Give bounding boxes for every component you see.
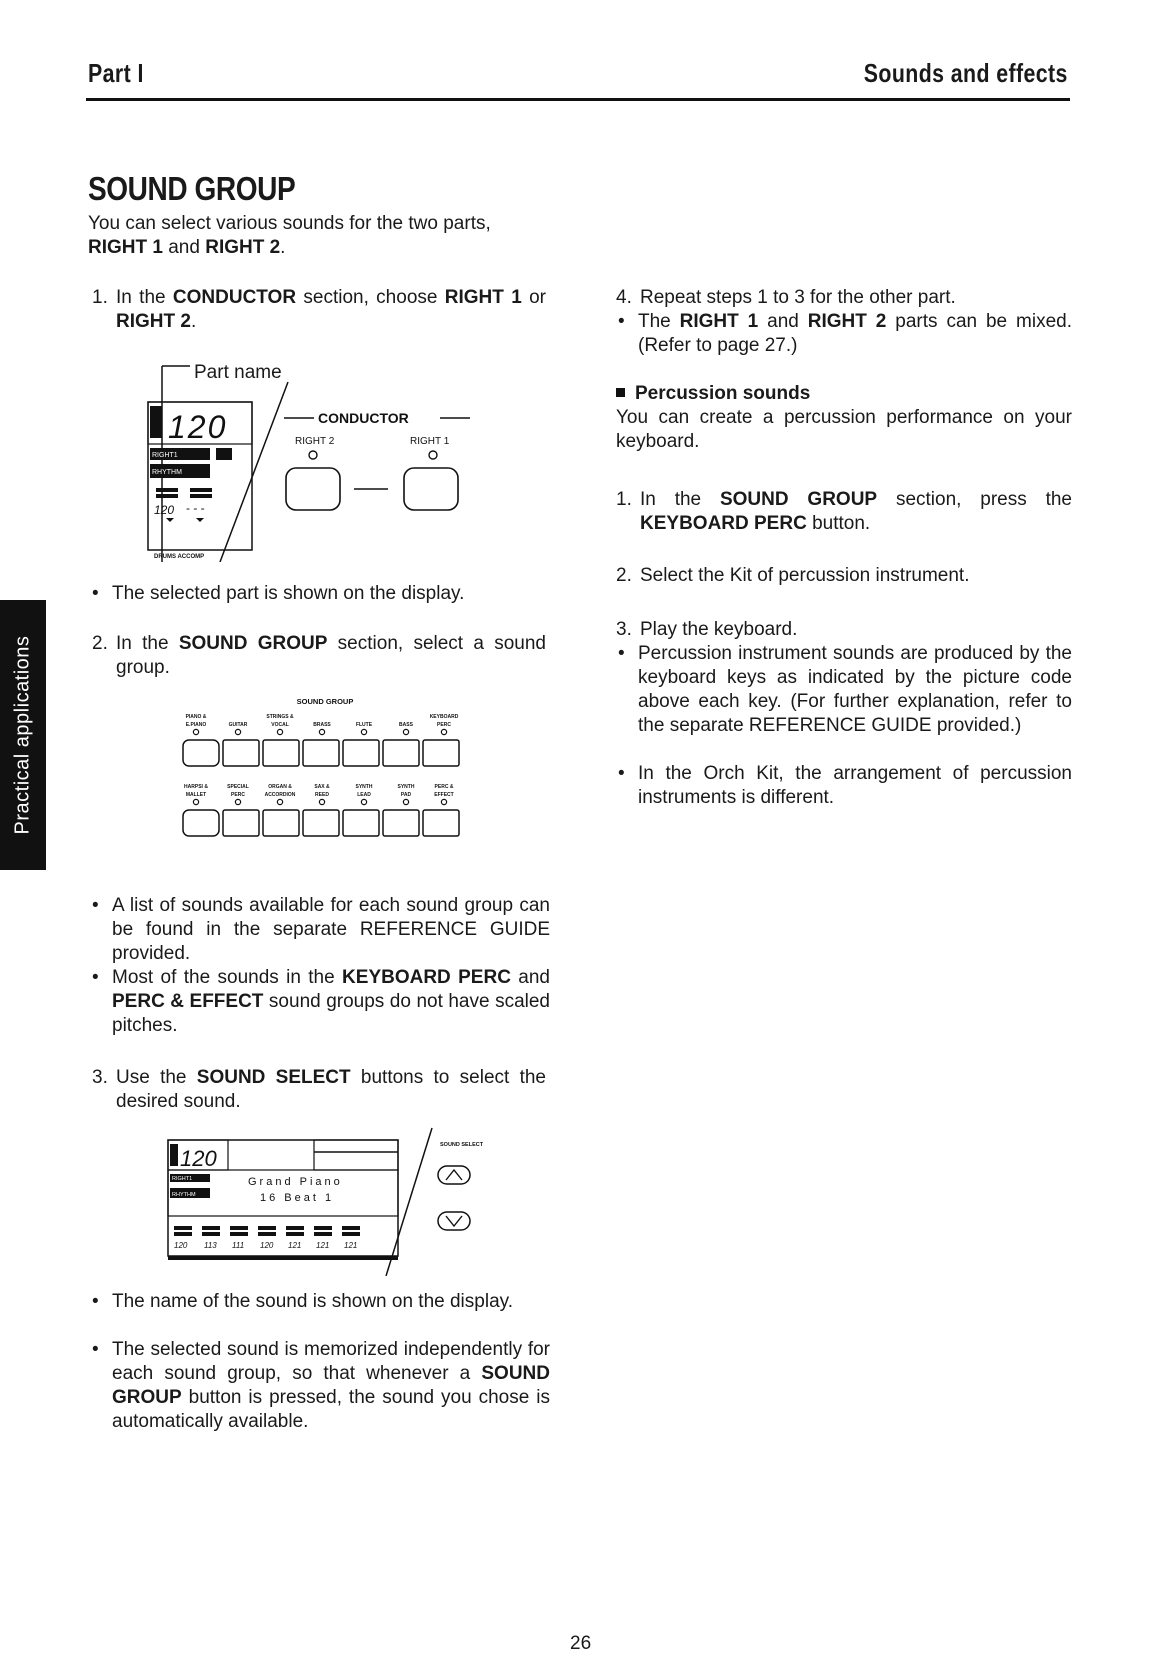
step-3: 3. Use the SOUND SELECT buttons to select the desired sound. — [92, 1067, 546, 1112]
bullet-reference-guide: • A list of sounds available for each sound group can be found in the separate REFERENCE GUIDE provided. — [90, 894, 550, 966]
svg-text:PIANO &: PIANO & — [185, 714, 207, 720]
perc-step-3: 3. Play the keyboard. — [616, 619, 798, 640]
svg-text:SYNTH: SYNTH — [355, 784, 373, 790]
sound-select-figure — [164, 1126, 504, 1276]
bullet-scaled-pitches: • Most of the sounds in the KEYBOARD PERC and PERC & EFFECT sound groups do not have scaled pitches. — [90, 966, 550, 1038]
sg-button-synth-lead[interactable] — [343, 810, 379, 836]
header-part: Part I — [88, 58, 144, 88]
square-bullet-icon — [616, 388, 625, 397]
sg-button-flute[interactable] — [343, 740, 379, 766]
conductor-label: CONDUCTOR — [318, 410, 409, 426]
bullet-sound-name: • The name of the sound is shown on the display. — [90, 1290, 550, 1314]
svg-text:REED: REED — [315, 792, 329, 798]
svg-text:RIGHT1: RIGHT1 — [172, 1176, 193, 1182]
page-title: SOUND GROUP — [88, 170, 296, 207]
svg-text:120: 120 — [174, 1241, 188, 1250]
sg-button-brass[interactable] — [303, 740, 339, 766]
sg-button-strings[interactable] — [263, 740, 299, 766]
svg-text:SOUND SELECT: SOUND SELECT — [440, 1142, 484, 1148]
svg-text:EFFECT: EFFECT — [434, 792, 454, 798]
sg-button-sax[interactable] — [303, 810, 339, 836]
step-2: 2. In the SOUND GROUP section, select a sound group. — [92, 633, 546, 678]
lcd-value: 120 — [168, 409, 228, 445]
svg-text:LEAD: LEAD — [357, 792, 371, 798]
right1-button[interactable] — [404, 468, 458, 510]
svg-text:SOUND GROUP: SOUND GROUP — [296, 697, 354, 706]
perc-step-2: 2. Select the Kit of percussion instrument. — [616, 565, 970, 586]
bullet-mix: • The RIGHT 1 and RIGHT 2 parts can be mixed. (Refer to page 27.) — [616, 310, 1072, 358]
sg-button-harpsi[interactable] — [183, 810, 219, 836]
right2-label: RIGHT 2 — [295, 436, 335, 447]
bullet-orch-kit: • In the Orch Kit, the arrangement of percussion instruments is different. — [616, 762, 1072, 810]
svg-text:PERC: PERC — [437, 722, 451, 728]
svg-text:121: 121 — [288, 1241, 302, 1250]
lcd-value-2: 120 — [180, 1146, 217, 1171]
sg-button-piano[interactable] — [183, 740, 219, 766]
svg-text:STRINGS &: STRINGS & — [266, 714, 294, 720]
sg-button-keyboard-perc[interactable] — [423, 740, 459, 766]
svg-text:121: 121 — [316, 1241, 330, 1250]
svg-text:121: 121 — [344, 1241, 358, 1250]
svg-text:SYNTH: SYNTH — [397, 784, 415, 790]
right1-label: RIGHT 1 — [410, 436, 450, 447]
conductor-figure — [140, 362, 540, 562]
svg-text:PERC: PERC — [231, 792, 245, 798]
sg-button-organ[interactable] — [263, 810, 299, 836]
sound-select-up-button[interactable] — [438, 1166, 470, 1184]
svg-text:GUITAR: GUITAR — [228, 722, 248, 728]
svg-text:ACCORDION: ACCORDION — [264, 792, 296, 798]
svg-text:FLUTE: FLUTE — [355, 722, 373, 728]
svg-text:KEYBOARD: KEYBOARD — [429, 714, 459, 720]
svg-text:DRUMS ACCOMP: DRUMS ACCOMP — [154, 554, 205, 560]
svg-text:SPECIAL: SPECIAL — [227, 784, 249, 790]
svg-text:MALLET: MALLET — [185, 792, 207, 798]
svg-text:SAX &: SAX & — [314, 784, 330, 790]
header-section: Sounds and effects — [863, 58, 1068, 88]
rhythm-name: 16 Beat 1 — [260, 1192, 335, 1204]
svg-text:RIGHT1: RIGHT1 — [152, 452, 178, 459]
svg-text:PERC &: PERC & — [434, 784, 454, 790]
perc-step-1: 1. In the SOUND GROUP section, press the KEYBOARD PERC button. — [616, 489, 1072, 534]
svg-text:ORGAN &: ORGAN & — [268, 784, 292, 790]
sound-select-down-button[interactable] — [438, 1212, 470, 1230]
sg-button-special-perc[interactable] — [223, 810, 259, 836]
percussion-heading: Percussion sounds — [616, 382, 810, 406]
svg-text:111: 111 — [232, 1241, 245, 1250]
svg-text:VOCAL: VOCAL — [271, 722, 289, 728]
svg-text:RHYTHM: RHYTHM — [152, 469, 182, 476]
percussion-intro: You can create a percussion performance on your keyboard. — [616, 407, 1072, 452]
bullet-picture-code: • Percussion instrument sounds are produced by the keyboard keys as indicated by the picture code above each key. (For further explanation, refer to the separate REFERENCE GUIDE provided.) — [616, 642, 1072, 738]
bullet-selected-part: • The selected part is shown on the display. — [90, 582, 550, 606]
header-rule — [86, 98, 1070, 101]
svg-text:HARPSI &: HARPSI & — [184, 784, 208, 790]
svg-text:120: 120 — [154, 503, 175, 517]
svg-text:RHYTHM: RHYTHM — [172, 1192, 196, 1198]
right2-button[interactable] — [286, 468, 340, 510]
page-number: 26 — [570, 1633, 592, 1654]
svg-text:- - -: - - - — [186, 501, 205, 515]
step-4: 4. Repeat steps 1 to 3 for the other part. — [616, 287, 956, 308]
bullet-memorized: • The selected sound is memorized independently for each sound group, so that whenever a SOUND GROUP button is pressed, the sound you chose is automatically available. — [90, 1338, 550, 1434]
svg-text:E.PIANO: E.PIANO — [185, 722, 207, 728]
svg-text:PAD: PAD — [400, 792, 412, 798]
svg-text:113: 113 — [204, 1241, 217, 1250]
step-1: 1. In the CONDUCTOR section, choose RIGHT 1 or RIGHT 2. — [92, 287, 546, 332]
sg-button-perc-effect[interactable] — [423, 810, 459, 836]
part-name-label: Part name — [194, 362, 282, 383]
intro-text: You can select various sounds for the two parts, RIGHT 1 and RIGHT 2. — [88, 213, 491, 258]
sg-button-synth-pad[interactable] — [383, 810, 419, 836]
svg-text:BRASS: BRASS — [313, 722, 331, 728]
svg-text:120: 120 — [260, 1241, 274, 1250]
sg-button-bass[interactable] — [383, 740, 419, 766]
svg-text:BASS: BASS — [399, 722, 413, 728]
side-tab: Practical applications — [0, 600, 46, 870]
sound-group-panel — [180, 696, 470, 856]
sg-button-guitar[interactable] — [223, 740, 259, 766]
sound-name: Grand Piano — [248, 1176, 343, 1188]
